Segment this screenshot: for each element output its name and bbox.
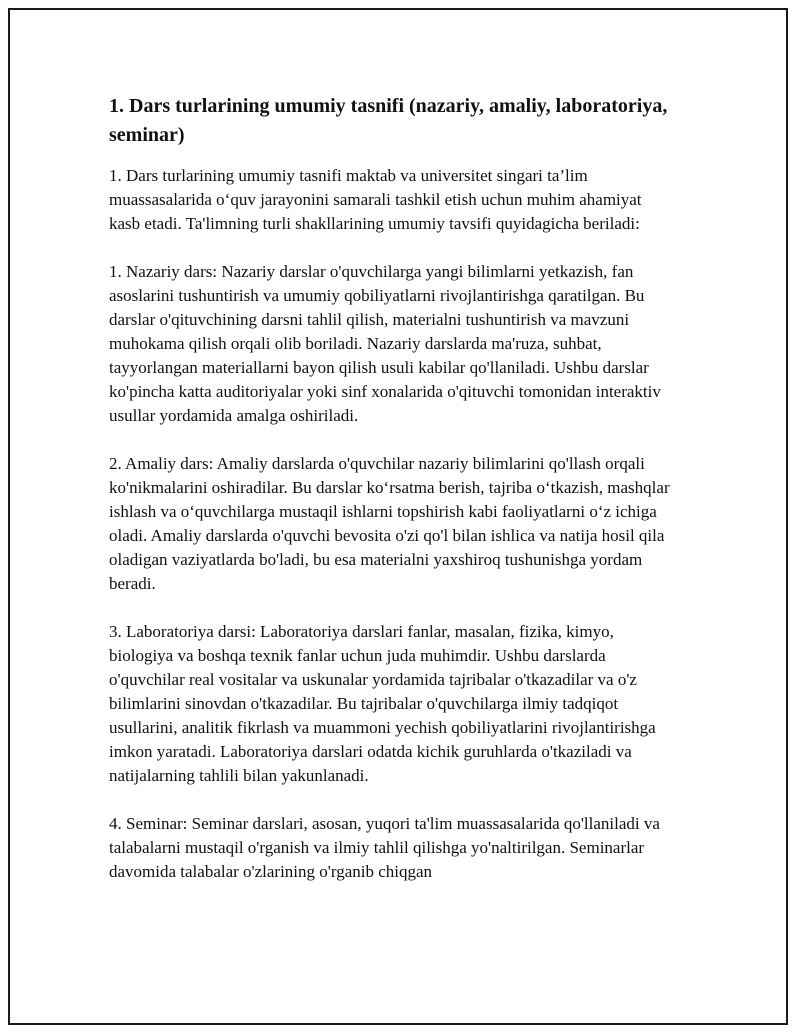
- document-body: [109, 92, 675, 908]
- paragraph-nazariy-dars: 1. Nazariy dars: Nazariy darslar o'quvchilarga yangi bilimlarni yetkazish, fan asoslarini tushuntirish va umumiy qobiliyatlarni rivojlantirishga qaratilgan. Bu darslar o'qituvchining darsni tahlil qilish, materialni tushuntirish va mavzuni muhokama qilish orqali olib boriladi. Nazariy darslarda ma'ruza, suhbat, tayyorlangan materiallarni bayon qilish usuli kabilar qo'llaniladi. Ushbu darslar ko'pincha katta auditoriyalar yoki sinf xonalarida o'qituvchi tomonidan interaktiv usullar yordamida amalga oshiriladi.: [109, 262, 661, 425]
- paragraph-seminar: 4. Seminar: Seminar darslari, asosan, yuqori ta'lim muassasalarida qo'llaniladi va talabalarni mustaqil o'rganish va ilmiy tahlil qilishga yo'naltirilgan. Seminarlar davomida talabalar o'zlarining o'rganib chiqgan: [109, 814, 660, 881]
- paragraph-amaliy-dars: 2. Amaliy dars: Amaliy darslarda o'quvchilar nazariy bilimlarini qo'llash orqali ko'nikmalarini oshiradilar. Bu darslar ko‘rsatma berish, tajriba o‘tkazish, mashqlar ishlash va o‘quvchilarga mustaqil ishlarni topshirish kabi faoliyatlarni o‘z ichiga oladi. Amaliy darslarda o'quvchi bevosita o'zi qo'l bilan ishlica va natija hosil qila oladigan vaziyatlarda bo'ladi, bu esa materialni yaxshiroq tushunishga yordam beradi.: [109, 454, 670, 593]
- intro-paragraph: 1. Dars turlarining umumiy tasnifi maktab va universitet singari ta’lim muassasalarida o‘quv jarayonini samarali tashkil etish uchun muhim ahamiyat kasb etadi. Ta'limning turli shakllarining umumiy tavsifi quyidagicha beriladi:: [109, 166, 642, 233]
- document-title: 1. Dars turlarining umumiy tasnifi (nazariy, amaliy, laboratoriya, seminar): [109, 95, 668, 146]
- paragraph-laboratoriya-darsi: 3. Laboratoriya darsi: Laboratoriya darslari fanlar, masalan, fizika, kimyo, biologiya va boshqa texnik fanlar uchun juda muhimdir. Ushbu darslarda o'quvchilar real vositalar va uskunalar yordamida tajribalar o'tkazadilar va o'z bilimlarini sinovdan o'tkazadilar. Bu tajribalar o'quvchilarga ilmiy tadqiqot usullarini, analitik fikrlash va muammoni yechish qobiliyatlarini rivojlantirishga imkon yaratadi. Laboratoriya darslari odatda kichik guruhlarda o'tkaziladi va natijalarning tahlili bilan yakunlanadi.: [109, 622, 656, 785]
